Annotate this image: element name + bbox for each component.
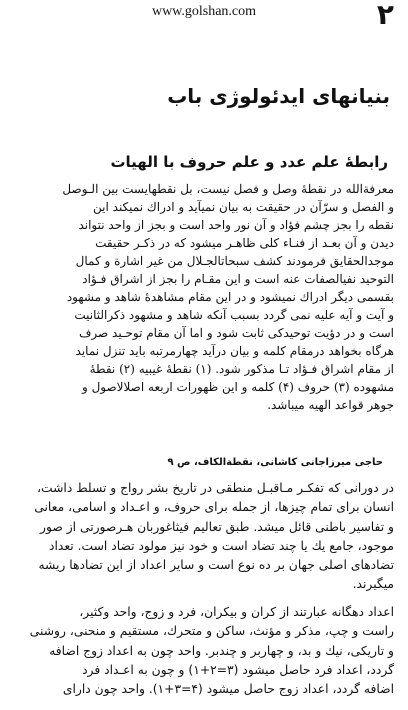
quote-line: جوهر قواعد الهیه میباشد. xyxy=(267,398,394,412)
quote-line: مشهوده (۳) حروف (۴) کلمه و این ظهورات اربعه اصلالاصول و xyxy=(81,380,394,394)
paragraph-line: تضادهای اصلی جهان بر ده نوع است و سایر اعداد از این تضادها ریشه xyxy=(38,558,394,573)
quote-citation: حاجی میرزاجانی کاشانی، نقطةالکاف، ص ۹ xyxy=(167,457,383,468)
quote-line: بقسمی دیگر ادراك نمیشود و در این مقام مشاهدهٔ شاهد و مشهود xyxy=(66,290,394,304)
quote-line: معرفةالله در نقطهٔ وصل و فصل نیست، بل نقطهایست بین الـوصل xyxy=(62,182,394,196)
quote-line: از مقام اشراق فـؤاد تـا مذکور شود. (۱) نقطهٔ غیبیه (۲) نقطهٔ xyxy=(89,362,394,376)
body-paragraph xyxy=(14,603,394,699)
quote-line: دیدن و آن بعـد از فنـاء کلی ظاهـر میشود که در ذکـر حقیقت xyxy=(95,236,394,250)
paragraph-line: انسان برای تمام چیزها، از جمله برای حروف، و اعـداد و اسامی، معانی xyxy=(34,500,394,515)
paragraph-line: گردد، اعداد فرد حاصل میشود (۳=۲+۱) و چون به اعـداد فرد xyxy=(82,662,394,677)
body-paragraph xyxy=(14,479,394,595)
paragraph-line: اضافه گردد، اعداد زوج حاصل میشود (۴=۳+۱). واحد چون دارای xyxy=(62,682,394,697)
quote-line: است و در دؤیت توحیدکی ثابت شود و اما آن مقام توحـید صرف xyxy=(78,326,394,340)
paragraph-line: موجود، جامع یك یا چند تضاد است و خود نیز مولود تضاد است. تعداد xyxy=(49,538,394,553)
quote-line: التوحید نفیالصفات عنه است و این مقـام را بجز از اشراق فـؤاد xyxy=(82,272,394,286)
paragraph-line: در دورانی که تفکـر مـاقبـل منطقی در تاریخ بشر رواج و تسلط داشت، xyxy=(37,481,394,495)
quote-line: موجدالحقایق فرمودند کشف سبحاتالجـلال من غیر اشارة و کمال xyxy=(75,254,394,268)
section-title: رابطهٔ علم عدد و علم حروف با الهیات xyxy=(110,153,388,171)
paragraph-line: و تفاسیر باطنی قائل میشد. طبق تعالیم فیثاغوربان هـرصورتی از صور xyxy=(40,519,394,534)
quote-line: نقطه را بجز چشم فؤاد و آن نور واحد است و بجز از واحد نتواند xyxy=(78,218,394,232)
paragraph-line: و تاریکی، نیك و بد، و چهاربر و چندبر. واحد چون به اعداد زوج اضافه xyxy=(49,643,394,658)
paragraph-line: اعداد دهگانه عبارتند از کران و بیکران، فرد و زوج، واحد وکثیر، xyxy=(79,605,394,619)
page-number: ۲ xyxy=(376,0,394,31)
paragraph-line: راست و چپ، مذکر و مؤنث، ساکن و متحرك، مستقیم و منحنی، روشنی xyxy=(29,624,394,639)
site-url: www.golshan.com xyxy=(151,4,257,19)
quote-line: و الفصل و سرّآن در حقیقت به بیان نمیآید و ادراك نمیکند این xyxy=(93,200,394,214)
quotation-block xyxy=(14,180,394,414)
quote-line: و آیت و آیه علیه نمی گردد بسبب آنکه شاهد و مشهود ذکرالثانیت xyxy=(74,308,394,322)
chapter-title: بنیانهای ایدئولوژی باب xyxy=(167,84,390,108)
quote-line: هرگاه بخواهد درمقام کلمه و بیان درآید چهارمرتبه باید تنزل نماید xyxy=(75,344,394,358)
paragraph-line: میگیرند. xyxy=(352,577,394,592)
